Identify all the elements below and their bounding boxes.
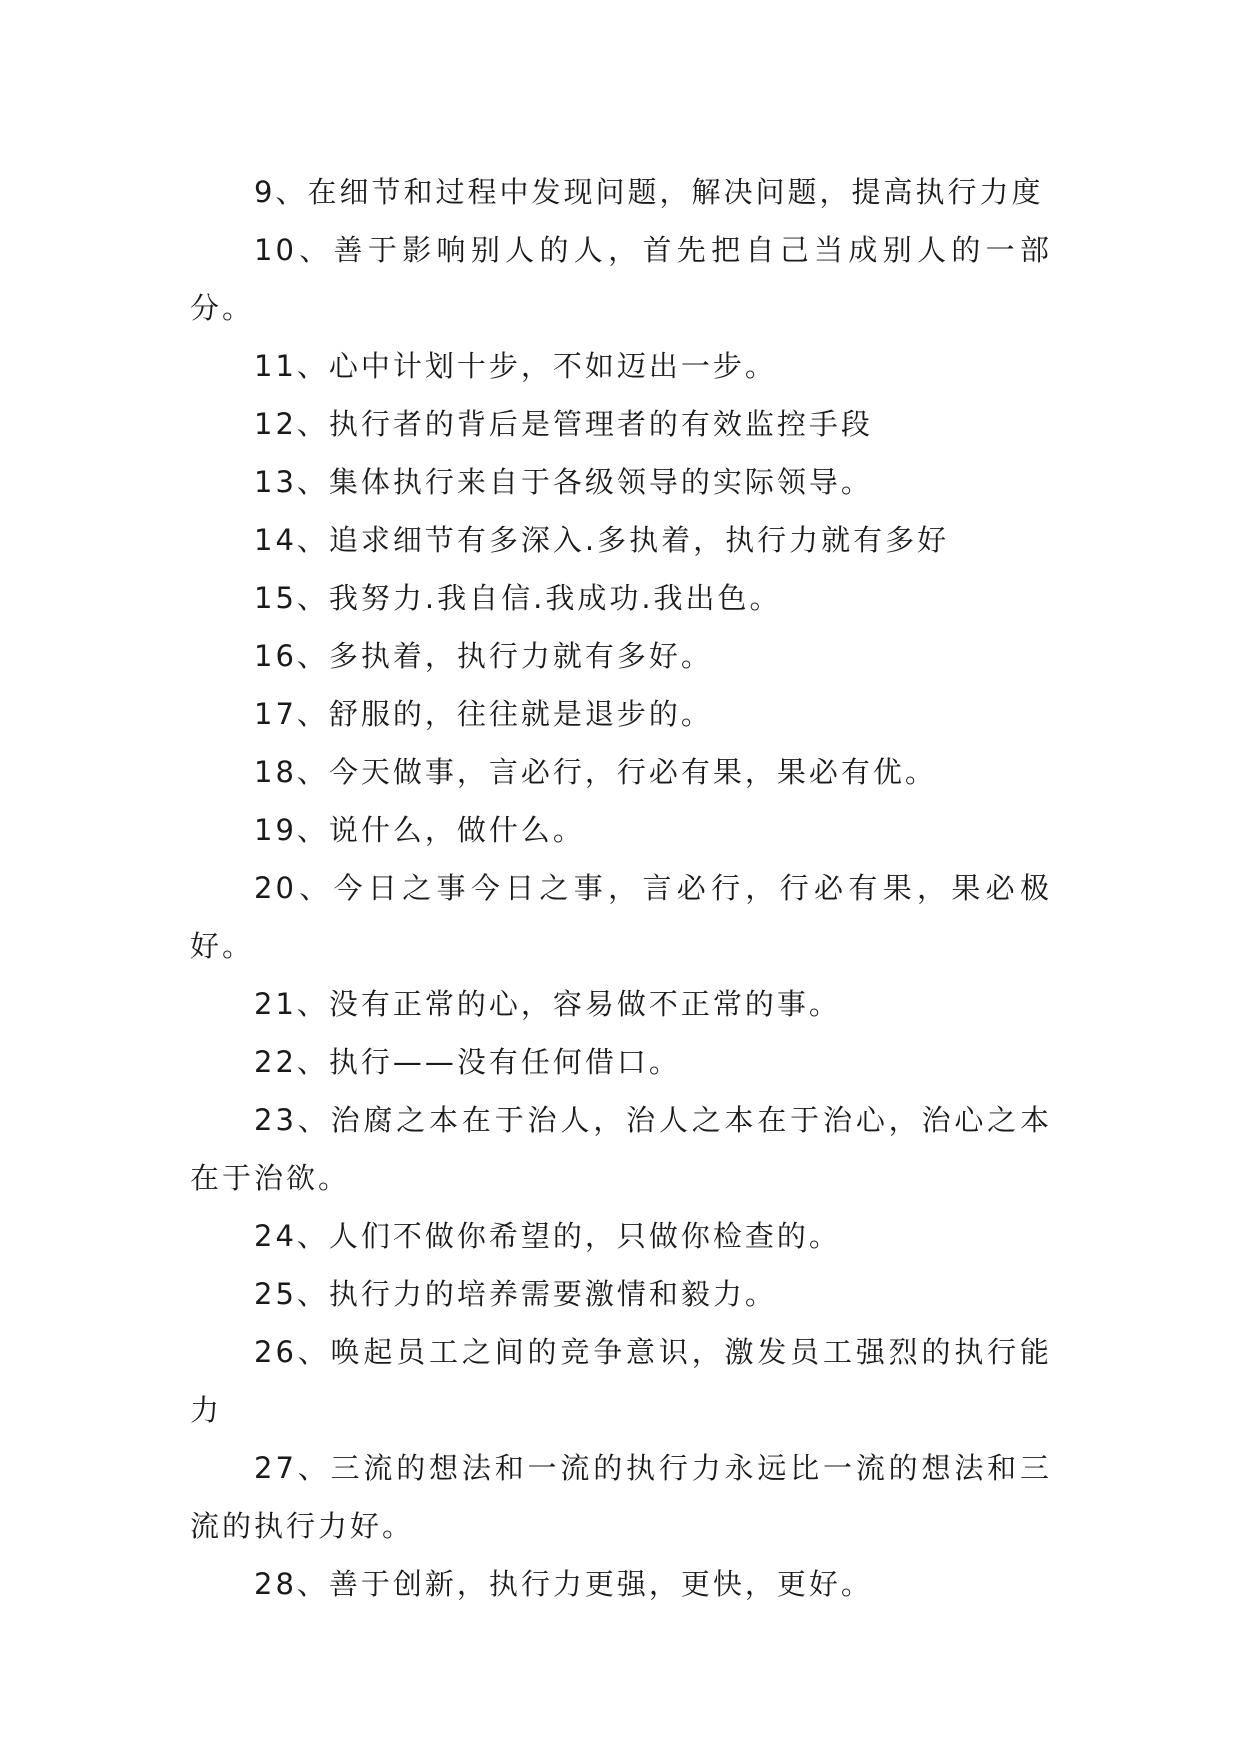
paragraph-item-23: 23、治腐之本在于治人，治人之本在于治心，治心之本在于治欲。 [190, 1103, 1052, 1195]
paragraph-item-17: 17、舒服的，往往就是退步的。 [254, 697, 713, 731]
paragraph-item-25: 25、执行力的培养需要激情和毅力。 [254, 1277, 777, 1311]
paragraph-item-15: 15、我努力.我自信.我成功.我出色。 [254, 581, 782, 615]
paragraph-item-13: 13、集体执行来自于各级领导的实际领导。 [254, 465, 873, 499]
paragraph-item-11: 11、心中计划十步，不如迈出一步。 [254, 349, 777, 383]
paragraph-item-20: 20、今日之事今日之事，言必行，行必有果，果必极好。 [190, 871, 1052, 963]
paragraph-item-19: 19、说什么，做什么。 [254, 813, 585, 847]
paragraph-item-9: 9、在细节和过程中发现问题，解决问题，提高执行力度 [254, 175, 1044, 209]
paragraph-item-16: 16、多执着，执行力就有多好。 [254, 639, 713, 673]
paragraph-item-27: 27、三流的想法和一流的执行力永远比一流的想法和三流的执行力好。 [190, 1451, 1052, 1543]
paragraph-item-14: 14、追求细节有多深入.多执着，执行力就有多好 [254, 523, 950, 557]
paragraph-item-18: 18、今天做事，言必行，行必有果，果必有优。 [254, 755, 937, 789]
document-body [190, 163, 1052, 1613]
paragraph-item-24: 24、人们不做你希望的，只做你检查的。 [254, 1219, 841, 1253]
paragraph-item-26: 26、唤起员工之间的竞争意识，激发员工强烈的执行能力 [190, 1335, 1052, 1427]
paragraph-item-10: 10、善于影响别人的人，首先把自己当成别人的一部分。 [190, 233, 1052, 325]
paragraph-item-28: 28、善于创新，执行力更强，更快，更好。 [254, 1567, 873, 1601]
paragraph-item-22: 22、执行——没有任何借口。 [254, 1045, 681, 1079]
paragraph-item-21: 21、没有正常的心，容易做不正常的事。 [254, 987, 841, 1021]
paragraph-item-12: 12、执行者的背后是管理者的有效监控手段 [254, 407, 873, 441]
